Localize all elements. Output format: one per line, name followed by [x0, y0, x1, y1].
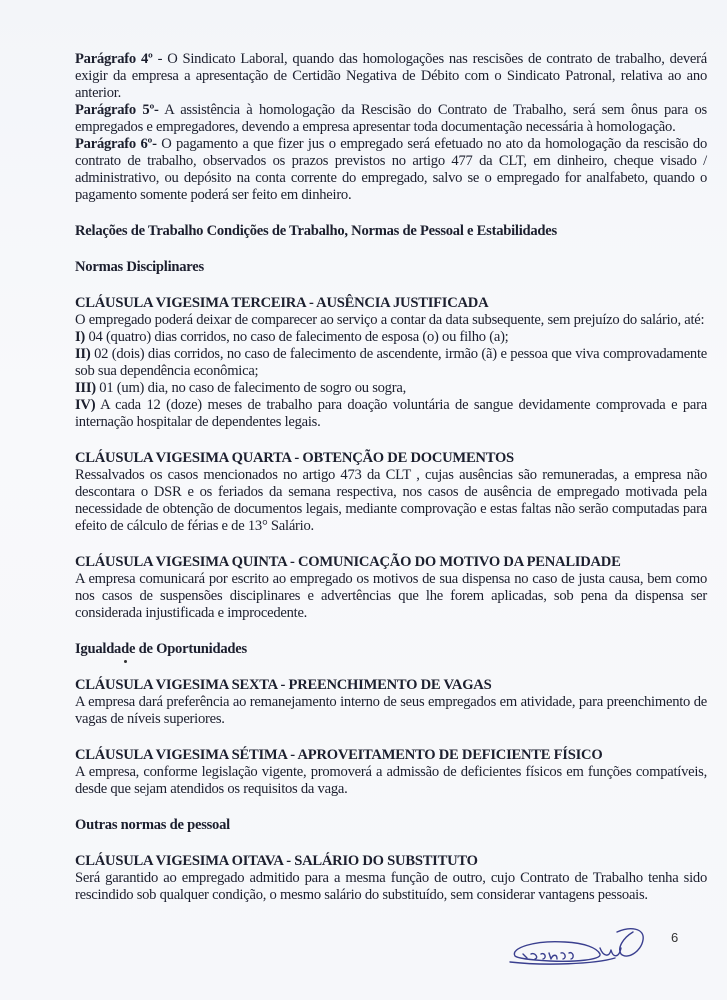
item-label: III) [75, 380, 96, 396]
item-label: I) [75, 329, 86, 345]
paragraph-label: Parágrafo 5º- [75, 102, 159, 118]
spacer [75, 834, 707, 853]
paragraph-text: O pagamento a que fizer jus o empregado será efetuado no ato da homologação da rescisão do contrato de trabalho, observados os prazos previstos no artigo 477 da CLT, em dinheiro, cheque visado / administrativo, ou depósito na conta corrente do empregado, salvo se o empregado for analfabeto, quando o pagamento somente poderá ser feito em dinheiro. [75, 136, 707, 203]
item-text: 01 (um) dia, no caso de falecimento de sogro ou sogra, [95, 380, 406, 396]
clause-23-item-3 [75, 380, 707, 397]
spacer [75, 240, 707, 259]
page-number: 6 [671, 930, 679, 945]
clause-26-title: CLÁUSULA VIGESIMA SEXTA - PREENCHIMENTO DE VAGAS [75, 677, 492, 693]
paragraph-text: - O Sindicato Laboral, quando das homologações nas rescisões de contrato de trabalho, deverá exigir da empresa a apresentação de Certidão Negativa de Débito com o Sindicato Patronal, relativa ao ano anterior. [75, 51, 707, 101]
spacer [75, 798, 707, 817]
item-text: 04 (quatro) dias corridos, no caso de falecimento de esposa (o) ou filho (a); [85, 329, 509, 345]
paragraph-label: Parágrafo 4º [75, 51, 153, 67]
clause-24-text: Ressalvados os casos mencionados no artigo 473 da CLT , cujas ausências são remuneradas, a empresa não descontara o DSR e os feriados da semana respectiva, nos casos de ausência de empregado motivada pela necessidade de obtenção de documentos legais, mediante comprovação e estas faltas não serão computadas para efeito de cálculo de férias e de 13° Salário. [75, 467, 707, 534]
section-title-igualdade: Igualdade de Oportunidades [75, 641, 247, 657]
spacer [75, 622, 707, 641]
clause-26-text: A empresa dará preferência ao remanejamento interno de seus empregados em atividade, para preenchimento de vagas de níveis superiores. [75, 694, 707, 727]
spacer [75, 431, 707, 450]
clause-28-title: CLÁUSULA VIGESIMA OITAVA - SALÁRIO DO SUBSTITUTO [75, 853, 478, 869]
clause-24-title: CLÁUSULA VIGESIMA QUARTA - OBTENÇÃO DE DOCUMENTOS [75, 450, 514, 466]
spacer [75, 658, 707, 677]
clause-25-text: A empresa comunicará por escrito ao empregado os motivos de sua dispensa no caso de justa causa, bem como nos casos de suspensões disciplinares e advertências que lhe forem aplicadas, sob pena da dispensa ser considerada injustificada e improcedente. [75, 571, 707, 621]
subsection-title-normas-disciplinares: Normas Disciplinares [75, 259, 204, 275]
clause-23-title: CLÁUSULA VIGESIMA TERCEIRA - AUSÊNCIA JUSTIFICADA [75, 295, 489, 311]
spacer [75, 535, 707, 554]
spacer [75, 728, 707, 747]
clause-27-title: CLÁUSULA VIGESIMA SÉTIMA - APROVEITAMENTO DE DEFICIENTE FÍSICO [75, 747, 603, 763]
signature-icon [505, 918, 655, 973]
item-text: 02 (dois) dias corridos, no caso de falecimento de ascendente, irmão (ã) e pessoa que viva comprovadamente sob sua dependência econômica; [75, 346, 707, 379]
section-title-outras-normas: Outras normas de pessoal [75, 817, 230, 833]
spacer [75, 204, 707, 223]
paragraph-5 [75, 102, 707, 136]
clause-23-intro: O empregado poderá deixar de comparecer ao serviço a contar da data subsequente, sem prejuízo do salário, até: [75, 312, 705, 328]
clause-23-item-1 [75, 329, 707, 346]
paragraph-text: A assistência à homologação da Rescisão do Contrato de Trabalho, será sem ônus para os empregados e empregadores, devendo a empresa apresentar toda documentação necessária à homologação. [75, 102, 707, 135]
clause-23-item-2 [75, 346, 707, 380]
paragraph-label: Parágrafo 6º- [75, 136, 157, 152]
document-body [75, 51, 707, 904]
paragraph-4 [75, 51, 707, 102]
clause-28-text: Será garantido ao empregado admitido para a mesma função de outro, cujo Contrato de Trabalho tenha sido rescindido sob qualquer condição, o mesmo salário do substituído, sem considerar vantagens pessoais. [75, 870, 707, 903]
scan-speck [124, 660, 127, 663]
clause-23-item-4 [75, 397, 707, 431]
item-label: II) [75, 346, 91, 362]
section-title-relacoes: Relações de Trabalho Condições de Trabalho, Normas de Pessoal e Estabilidades [75, 223, 557, 239]
clause-25-title: CLÁUSULA VIGESIMA QUINTA - COMUNICAÇÃO DO MOTIVO DA PENALIDADE [75, 554, 621, 570]
item-text: A cada 12 (doze) meses de trabalho para doação voluntária de sangue devidamente comprovada e para internação hospitalar de dependentes legais. [75, 397, 707, 430]
item-label: IV) [75, 397, 96, 413]
paragraph-6 [75, 136, 707, 204]
spacer [75, 276, 707, 295]
clause-27-text: A empresa, conforme legislação vigente, promoverá a admissão de deficientes físicos em funções compatíveis, desde que sejam atendidos os requisitos da vaga. [75, 764, 707, 797]
